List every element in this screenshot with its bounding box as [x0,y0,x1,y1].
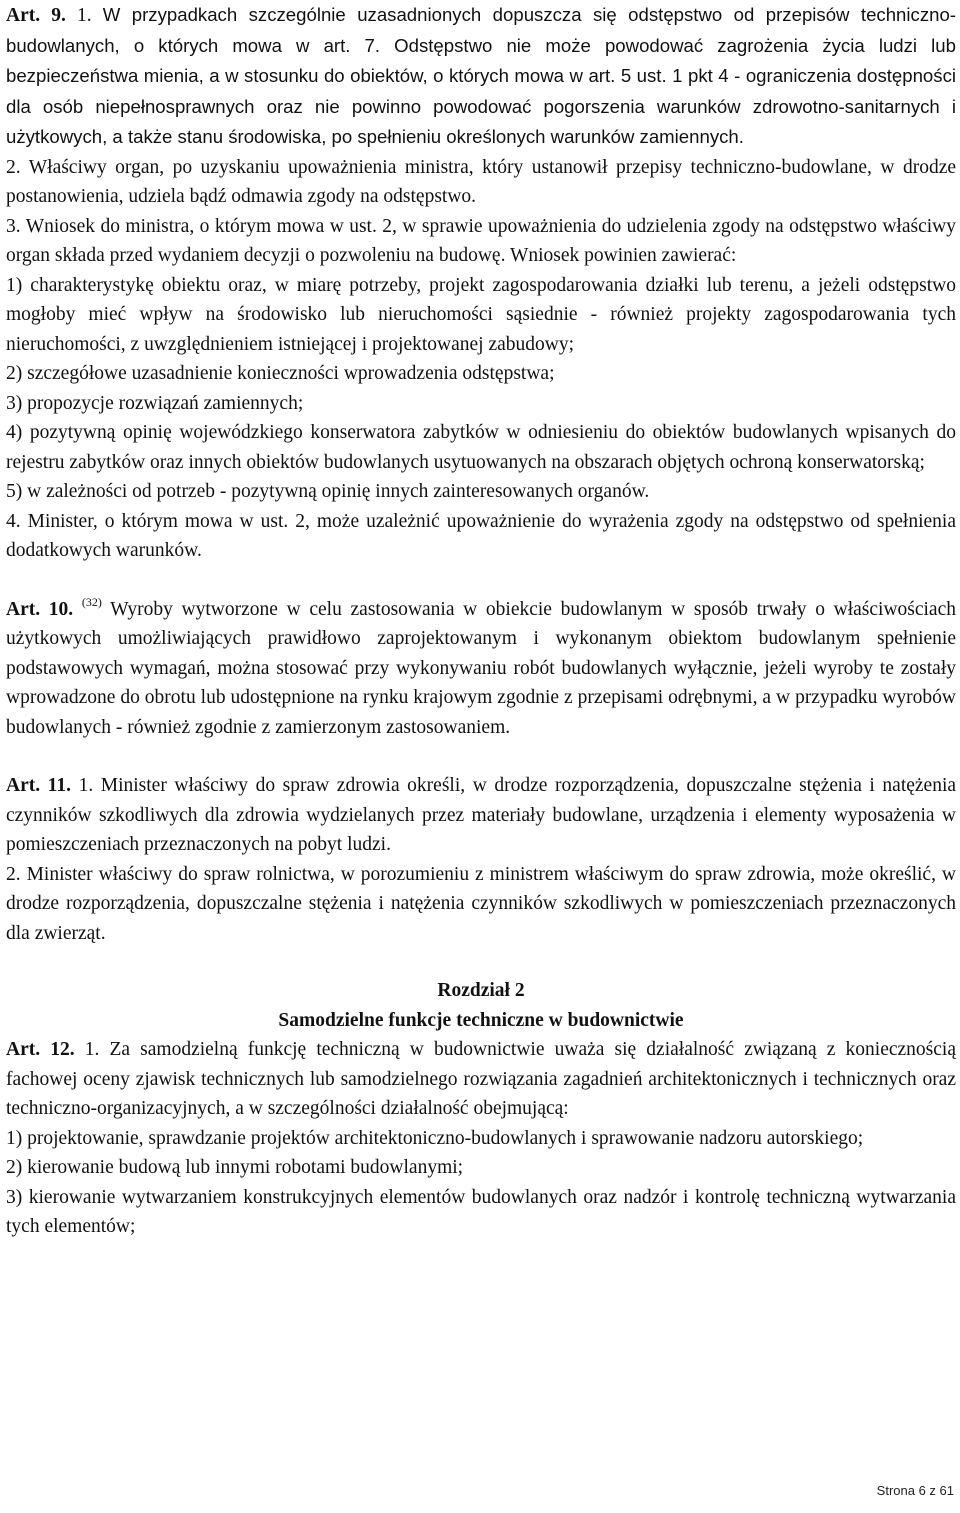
art11-u1: 1. Minister właściwy do spraw zdrowia określi, w drodze rozporządzenia, dopuszczalne stężenia i natężenia czynników szkodliwych dla zdrowia wydzielanych przez materiały budowlane, urządzenia i elementy wyposażenia w pomieszczeniach przeznaczonych na pobyt ludzi. [6,775,957,855]
art10-label: Art. 10. [6,598,74,620]
chapter-title: Samodzielne funkcje techniczne w budownictwie [278,1009,684,1031]
art12-label: Art. 12. [6,1039,75,1060]
page-number: Strona 6 z 61 [876,1483,954,1498]
art9-u2: 2. Właściwy organ, po uzyskaniu upoważnienia ministra, który ustanowił przepisy techniczno-budowlane, w drodze postanowienia, udziela bądź odmawia zgody na odstępstwo. [6,156,956,207]
art9-u1-number: 1. [77,5,92,26]
art11-u1-para [6,771,956,860]
art12-item-1: 1) projektowanie, sprawdzanie projektów architektoniczno-budowlanych i sprawowanie nadzoru autorskiego; [6,1127,864,1149]
art9-u3: 3. Wniosek do ministra, o którym mowa w ust. 2, w sprawie upoważnienia do udzielenia zgody na odstępstwo właściwy organ składa przed wydaniem decyzji o pozwoleniu na budowę. Wniosek powinien zawierać: [6,215,956,266]
art9-para1 [6,0,956,153]
art10-text: Wyroby wytworzone w celu zastosowania w obiekcie budowlanym w sposób trwały o właściwościach użytkowych umożliwiających prawidłowo zaprojektowanym i wykonanym obiektom budowlanym spełnienie podstawowych wymagań, można stosować przy wykonywaniu robót budowlanych wyłącznie, jeżeli wyroby te zostały wprowadzone do obrotu lub udostępnione na rynku krajowym zgodnie z przepisami odrębnymi, a w przypadku wyrobów budowlanych - również zgodnie z zamierzonym zastosowaniem. [6,598,956,738]
art9-item-3: 3) propozycje rozwiązań zamiennych; [6,392,304,414]
chapter-number: Rozdział 2 [437,980,525,1001]
spacer [6,948,956,974]
art9-item-2: 2) szczegółowe uzasadnienie konieczności wprowadzenia odstępstwa; [6,363,555,384]
art12-u1: 1. Za samodzielną funkcję techniczną w budownictwie uważa się działalność związaną z koniecznością fachowej oceny zjawisk technicznych lub samodzielnego rozwiązania zagadnień architektonicznych i technicznych oraz techniczno-organizacyjnych, a w szczególności działalność obejmującą: [6,1039,956,1119]
document-page [6,0,956,1242]
art9-item-1: 1) charakterystykę obiektu oraz, w miarę potrzeby, projekt zagospodarowania działki lub terenu, a jeżeli odstępstwo mogłoby mieć wpływ na środowisko lub nieruchomości sąsiednie - również projekty zagospodarowania tych nieruchomości, z uwzględnieniem istniejącej i projektowanej zabudowy; [6,274,956,355]
art9-item-5: 5) w zależności od potrzeb - pozytywną opinię innych zainteresowanych organów. [6,481,650,502]
spacer [6,742,956,771]
art9-u1-text: W przypadkach szczególnie uzasadnionych dopuszcza się odstępstwo od przepisów techniczno-budowlanych, o których mowa w art. 7. Odstępstwo nie może powodować zagrożenia życia ludzi lub bezpieczeństwa mienia, a w stosunku do obiektów, o których mowa w art. 5 ust. 1 pkt 4 - ograniczenia dostępności dla osób niepełnosprawnych oraz nie powinno powodować pogorszenia warunków zdrowotno-sanitarnych i użytkowych, a także stanu środowiska, po spełnieniu określonych warunków zamiennych. [6,4,956,147]
art11-u2: 2. Minister właściwy do spraw rolnictwa, w porozumieniu z ministrem właściwym do spraw zdrowia, może określić, w drodze rozporządzenia, dopuszczalne stężenia i natężenia czynników szkodliwych w pomieszczeniach przeznaczonych dla zwierząt. [6,863,956,944]
art12-u1-para [6,1035,956,1124]
art10-footnote-marker: (32) [81,594,102,609]
art12-item-3: 3) kierowanie wytwarzaniem konstrukcyjnych elementów budowlanych oraz nadzór i kontrolę techniczną wytwarzania tych elementów; [6,1186,956,1237]
art10-para [6,595,956,743]
art9-item-4: 4) pozytywną opinię wojewódzkiego konserwatora zabytków w odniesieniu do obiektów budowlanych wpisanych do rejestru zabytków oraz innych obiektów budowlanych usytuowanych na obszarach objętych ochroną konserwatorską; [6,422,956,473]
art12-item-2: 2) kierowanie budową lub innymi robotami budowlanymi; [6,1157,464,1178]
art11-label: Art. 11. [6,775,71,796]
spacer [6,566,956,595]
art9-label: Art. 9. [6,5,66,26]
art9-u4: 4. Minister, o którym mowa w ust. 2, może uzależnić upoważnienie do wyrażenia zgody na odstępstwo od spełnienia dodatkowych warunków. [6,510,956,561]
